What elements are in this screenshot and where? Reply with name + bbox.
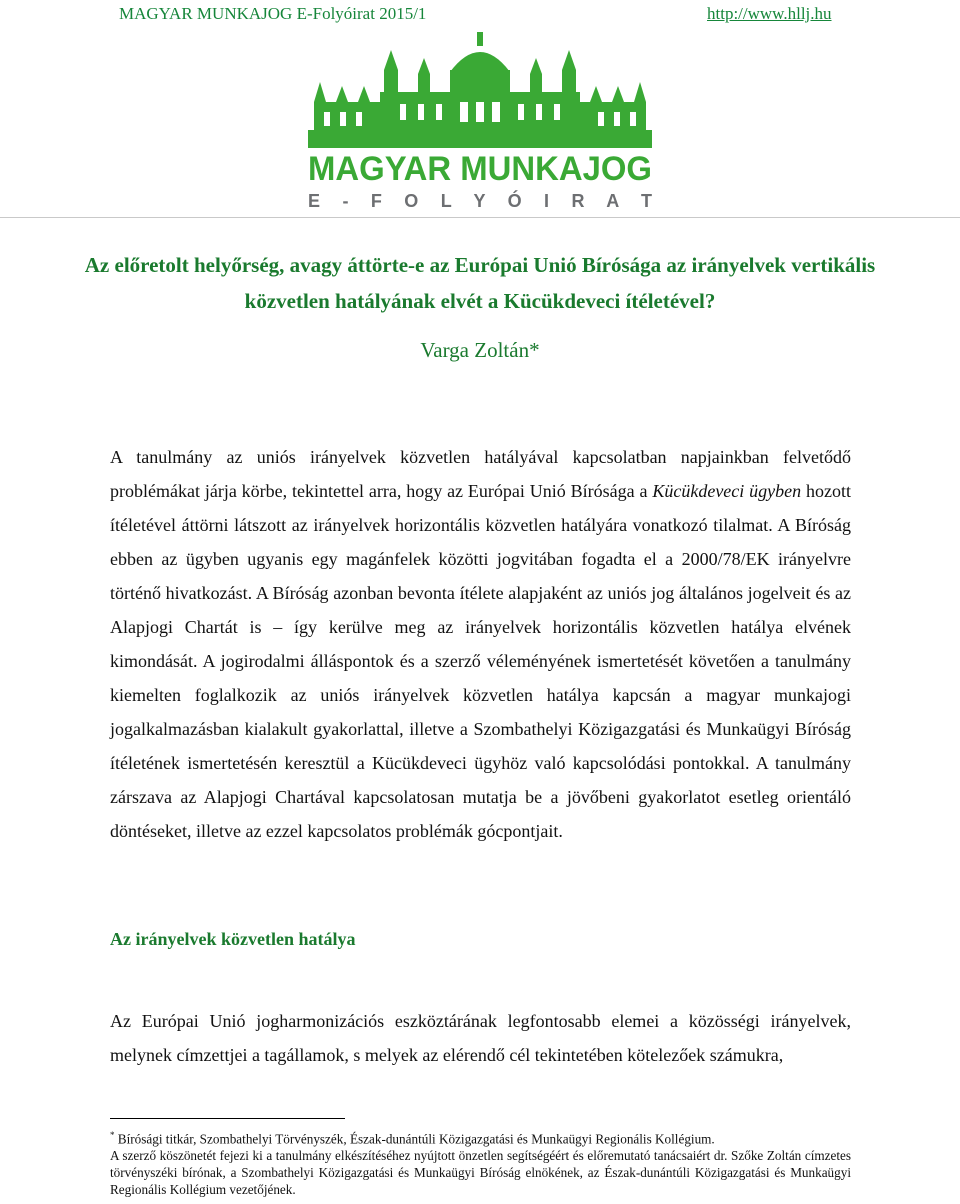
abstract-text-1: A tanulmány az uniós irányelvek közvetlen hatályával kapcsolatban napjainkban felvetődő problémákat járja körbe, tekintettel arra, hogy az Európai Unió Bírósága a <box>110 447 851 501</box>
article-title: Az előretolt helyőrség, avagy áttörte-e az Európai Unió Bírósága az irányelvek vertikális közvetlen hatályának elvét a Kücükdeveci ítéletével? <box>84 253 876 313</box>
journal-url-link[interactable]: http://www.hllj.hu <box>707 4 832 23</box>
abstract-case-name: Kücükdeveci ügyben <box>652 481 802 501</box>
footnote-affiliation: Bírósági titkár, Szombathelyi Törvényszék, Észak-dunántúli Közigazgatási és Munkaügyi Regionális Kollégium. <box>114 1131 715 1147</box>
magyar-munkajog-logo <box>300 30 660 212</box>
section-heading: Az irányelvek közvetlen hatálya <box>110 929 356 949</box>
abstract-text-2: hozott ítéletével áttörni látszott az irányelvek horizontális közvetlen hatályára vonatkozó tilalmat. A Bíróság ebben az ügyben ugyanis egy magánfelek közötti jogvitában fogadta el a 2000/78/EK irányelvre történő hivatkozást. A Bíróság azonban bevonta ítélete alapjaként az uniós jog általános jogelveit és az Alapjogi Chartát is – így kerülve meg az irányelvek horizontális közvetlen hatálya elvének kimondását. A jogirodalmi álláspontok és a szerző véleményének ismertetését követően a tanulmány kiemelten foglalkozik az uniós irányelvek közvetlen hatálya kapcsán a magyar munkajogi jogalkalmazásban kialakult gyakorlattal, illetve a Szombathelyi Közigazgatási és Munkaügyi Bíróság ítéletének ismertetésén keresztül a Kücükdeveci ügyhöz való kapcsolódási pontokkal. A tanulmány zárszava az Alapjogi Chartával kapcsolatosan mutatja be a jövőbeni gyakorlatot esetleg orientáló döntéseket, illetve az ezzel kapcsolatos problémák gócpontjait. <box>110 481 851 841</box>
journal-name: MAGYAR MUNKAJOG E-Folyóirat 2015/1 <box>119 4 427 23</box>
body-paragraph: Az Európai Unió jogharmonizációs eszköztárának legfontosabb elemei a közösségi irányelvek, melynek címzettjei a tagállamok, s melyek az elérendő cél tekintetében kötelezőek számukra, <box>110 1011 851 1065</box>
footnote-line-1 <box>110 1127 851 1147</box>
author-footnote-mark[interactable]: * <box>529 338 540 362</box>
footnote-line-2: A szerző köszönetét fejezi ki a tanulmány elkészítéséhez nyújtott önzetlen segítségéért és előremutató tanácsaiért dr. Szőke Zoltán címzetes törvényszéki bírónak, a Szombathelyi Közigazgatási és Munkaügyi Bíróság elnökének, az Észak-dunántúli Közigazgatási és Munkaügyi Regionális Kollégium vezetőjének. <box>110 1148 851 1198</box>
logo-title: MAGYAR MUNKAJOG <box>308 150 652 188</box>
section-body <box>110 1004 851 1072</box>
page-header <box>0 0 960 218</box>
abstract <box>110 440 851 848</box>
parliament-building-icon <box>308 32 652 148</box>
article-author <box>80 338 880 363</box>
footnote-mark: * <box>110 1130 115 1140</box>
footnote <box>110 1127 851 1198</box>
abstract-paragraph <box>110 440 851 848</box>
header-divider <box>0 217 960 218</box>
footnote-divider <box>110 1118 345 1119</box>
author-name: Varga Zoltán <box>420 338 530 362</box>
logo-subtitle: E - F O L Y Ó I R A T <box>308 191 652 211</box>
